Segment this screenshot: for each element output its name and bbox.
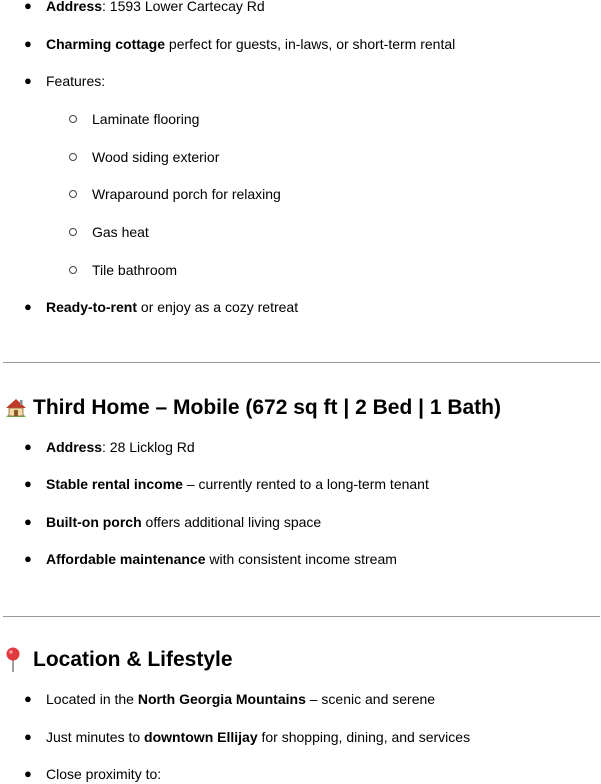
list-item: Charming cottage perfect for guests, in-laws, or short-term rental [46,36,456,52]
bullet-dot: ● [24,691,32,706]
bullet-dot: ● [24,476,32,491]
bullet-dot: ● [24,36,32,51]
bullet-dot: ● [24,514,32,529]
list-item: Wood siding exterior [92,149,220,165]
list-item: Gas heat [92,224,149,240]
list-item: Ready-to-rent or enjoy as a cozy retreat [46,299,299,315]
house-icon [4,397,28,419]
bullet-dot: ● [24,766,32,781]
list-item: Features: [46,73,106,89]
list-item: Stable rental income – currently rented to a long-term tenant [46,476,429,492]
list-item: Address: 28 Licklog Rd [46,439,195,455]
bullet-dot: ● [24,299,32,314]
list-item: Wraparound porch for relaxing [92,186,281,202]
sub-bullet-circle [69,266,77,274]
section-heading: Third Home – Mobile (672 sq ft | 2 Bed | 1 Bath) [33,396,501,419]
list-item: Just minutes to downtown Ellijay for shopping, dining, and services [46,729,471,745]
sub-bullet-circle [69,190,77,198]
horizontal-divider [3,616,600,617]
horizontal-divider [3,362,600,363]
sub-bullet-circle [69,228,77,236]
list-item: Located in the North Georgia Mountains – scenic and serene [46,691,436,707]
list-item: Affordable maintenance with consistent income stream [46,551,397,567]
section-heading: Location & Lifestyle [33,648,233,671]
list-item: Close proximity to: [46,766,162,782]
list-item: Address: 1593 Lower Cartecay Rd [46,0,265,14]
sub-bullet-circle [69,115,77,123]
list-item: Tile bathroom [92,262,178,278]
pin-icon [4,647,22,673]
bullet-dot: ● [24,73,32,88]
list-item: Laminate flooring [92,111,200,127]
list-item: Built-on porch offers additional living space [46,514,322,530]
sub-bullet-circle [69,153,77,161]
bullet-dot: ● [24,551,32,566]
bullet-dot: ● [24,729,32,744]
bullet-dot: ● [24,0,32,13]
bullet-dot: ● [24,439,32,454]
